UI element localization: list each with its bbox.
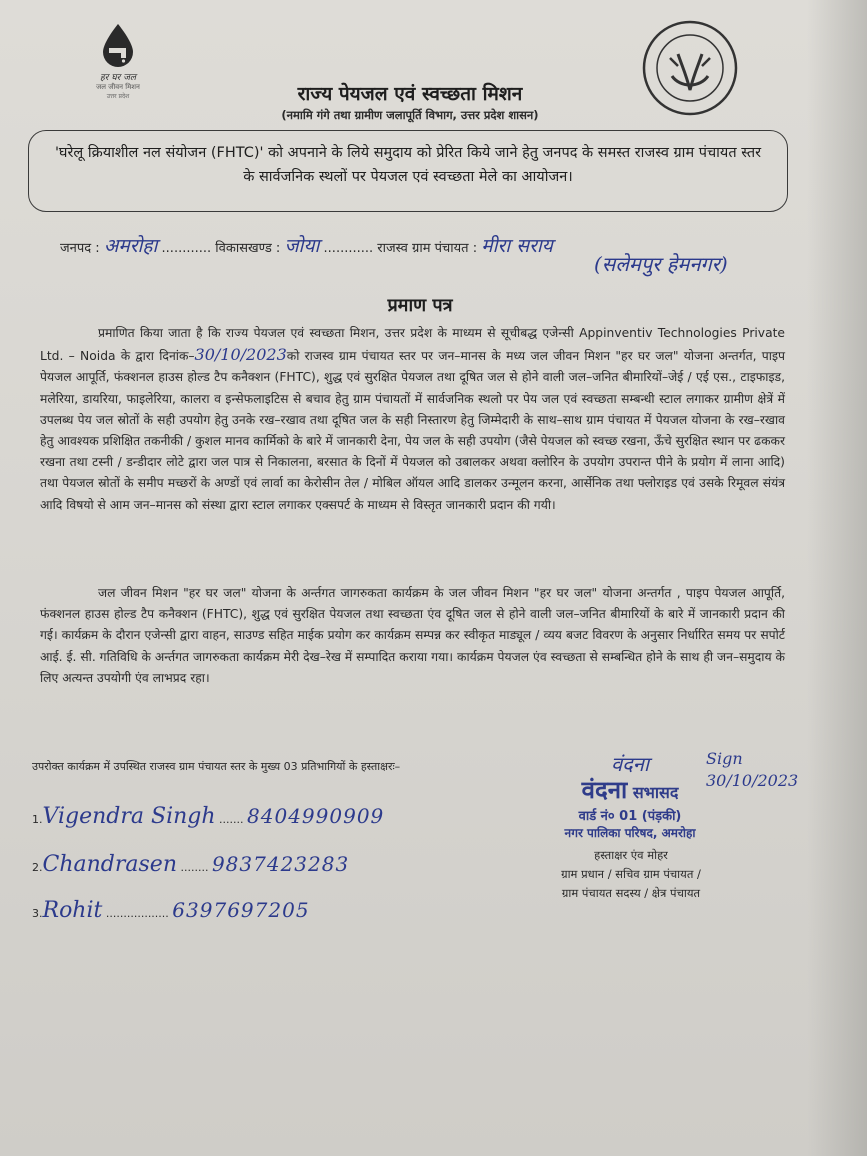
participant-num: 3. bbox=[32, 907, 43, 920]
participant-phone: 8404990909 bbox=[247, 804, 385, 828]
district-value: अमरोहा bbox=[103, 235, 158, 257]
participant-row: 2.Chandrasen ........ 9837423283 bbox=[32, 852, 350, 877]
stamp-org: नगर पालिका परिषद, अमरोहा bbox=[564, 826, 696, 840]
location-fields: जनपद : अमरोहा ............ विकासखण्ड : जोया ............ राजस्व ग्राम पंचायत : मीरा सराय bbox=[60, 235, 553, 257]
participant-row: 1.Vigendra Singh ....... 8404990909 bbox=[32, 804, 385, 829]
stamp-title: सभासद bbox=[632, 783, 679, 802]
participant-num: 2. bbox=[32, 861, 43, 874]
header-subtitle: (नमामि गंगे तथा ग्रामीण जलापूर्ति विभाग, उत्तर प्रदेश शासन) bbox=[281, 108, 539, 122]
signatory-line3: ग्राम पंचायत सदस्य / क्षेत्र पंचायत bbox=[561, 886, 701, 900]
para1-text-b: को राजस्व ग्राम पंचायत स्तर पर जन–मानस के मध्य जल जीवन मिशन "हर घर जल" योजना अन्तर्गत, पाइप पेयजल आपूर्ति, फंक्शनल हाउस होल्ड टैप कनैक्शन (FHTC), शुद्ध एवं सुरक्षित पेयजल तथा दूषित जल से होने वाली जल–जनित बीमारियों–जेई / एई एस., टाइफाइड, मलेरिया, डायरिया, फाइलेरिया, कालरा व इन्सेफलाइटिस से बचाव हेतु ग्राम पंचायतों में सार्वजनिक स्थलो पर पेय जल एवं स्वच्छता सम्बन्धी स्टाल लगाकर ग्रामीण क्षेत्रें में उपलब्ध पेय जल स्रोतों के सही उपयोग हेतु उनके रख–रखाव तथा दूषित जल के सही निस्तारण हेतु जिम्मेदारी के साथ–साथ ग्राम पंचायत में पेयजल योजना के रख–रखाव हेतु आवश्यक प्रशिक्षित तकनीकी / कुशल मानव कार्मिको के बारे में जानकारी देना, पेय जल के सही उपयोग (जैसे पेयजल को स्वच्छ रखना, ऊँचे सुरक्षित स्थान पर ढककर रखना तथा टस्नी / डन्डीदार लोटे द्वारा जल पात्र से निकालना, बरसात के दिनों में पेयजल को उबालकर अथवा क्लोरिन के उपयोग उपरान्त पीने के प्रयोग में लाना आदि) तथा पेयजल स्रोतों के समीप मच्छरों के अण्डों एवं लार्वा का केरोसीन तेल / मोबिल ऑयल आदि डालकर उन्मूलन करना, आर्सेनिक तथा फ्लोराइड एवं उसके रिमूवल संयंत्र आदि विषयो से आम जन–मानस को संस्था द्वारा स्टाल लगाकर एक्सपर्ट के माध्यम से विस्तृत जानकारी प्रदान की गयी। bbox=[40, 349, 785, 512]
stamp-name: वंदना bbox=[581, 776, 628, 804]
panchayat-value-line2: (सलेमपुर हेमनगर) bbox=[594, 252, 728, 276]
participants-label: उपरोक्त कार्यक्रम में उपस्थित राजस्व ग्राम पंचायत स्तर के मुख्य 03 प्रतिभागियों के हस्ताक्षरः– bbox=[32, 760, 401, 773]
participant-name: Vigendra Singh bbox=[42, 804, 216, 829]
participant-name: Chandrasen bbox=[42, 852, 177, 877]
signature-mark: Sign bbox=[706, 749, 743, 768]
logo-text-line1: हर घर जल bbox=[100, 73, 136, 83]
event-banner bbox=[28, 130, 788, 212]
block-value: जोया bbox=[284, 235, 320, 257]
logo-text-line3: उत्तर प्रदेश bbox=[106, 93, 130, 100]
participant-phone: 9837423283 bbox=[211, 852, 350, 876]
district-label: जनपद : bbox=[60, 241, 100, 256]
participant-phone: 6397697205 bbox=[172, 898, 310, 922]
participant-num: 1. bbox=[32, 813, 43, 826]
para1-text-a: प्रमाणित किया जाता है कि राज्य पेयजल एवं स्वच्छता मिशन, उत्तर प्रदेश के माध्यम से सूचीबद्ध एजेन्सी Appinventiv Technologies Private Ltd. – Noida के द्वारा दिनांक– bbox=[40, 326, 785, 364]
panchayat-label: राजस्व ग्राम पंचायत : bbox=[377, 241, 478, 256]
block-label: विकासखण्ड : bbox=[215, 241, 281, 256]
stamp-ward: वार्ड नं० 01 (पंड़की) bbox=[578, 809, 682, 824]
participant-name: Rohit bbox=[42, 898, 103, 923]
banner-text: 'घरेलू क्रियाशील नल संयोजन (FHTC)' को अपनाने के लिये समुदाय को प्रेरित किये जाने हेतु जनपद के समस्त राजस्व ग्राम पंचायत स्तर के सार्वजनिक स्थलों पर पेयजल एवं स्वच्छता मेले का आयोजन। bbox=[54, 145, 762, 185]
participant-row: 3.Rohit .................. 6397697205 bbox=[32, 898, 310, 923]
certificate-title: प्रमाण पत्र bbox=[387, 295, 453, 316]
logo-text-line2: जल जीवन मिशन bbox=[96, 83, 140, 91]
up-govt-emblem bbox=[640, 18, 740, 118]
stamp-handwritten-signature: वंदना bbox=[610, 752, 650, 776]
signature-date-value: 30/10/2023 bbox=[706, 771, 799, 790]
panchayat-value: मीरा सराय bbox=[481, 235, 553, 257]
certificate-paragraph-1 bbox=[40, 323, 785, 516]
signatory-line1: हस्ताक्षर एंव मोहर bbox=[594, 848, 668, 862]
signatory-line2: ग्राम प्रधान / सचिव ग्राम पंचायत / bbox=[561, 867, 701, 881]
event-date: 30/10/2023 bbox=[194, 345, 287, 365]
signature-date bbox=[706, 748, 798, 792]
header-title: राज्य पेयजल एवं स्वच्छता मिशन bbox=[297, 83, 523, 105]
water-drop-tap-icon bbox=[95, 22, 141, 68]
certificate-paragraph-2: जल जीवन मिशन "हर घर जल" योजना के अर्न्तगत जागरुकता कार्यक्रम के जल जीवन मिशन "हर घर जल" योजना अन्तर्गत , पाइप पेयजल आपूर्ति, फंक्शनल हाउस होल्ड टैप कनैक्शन (FHTC), शुद्ध एवं सुरक्षित पेयजल तथा स्वच्छता एंव दूषित जल से होने वाली जल–जनित बीमारियों के बारे में जानकारी प्रदान की गई। कार्यक्रम के दौरान एजेन्सी द्वारा वाहन, साउण्ड सहित माईक प्रयोग कर कार्यक्रम सम्पन्न कर स्वीकृत माड्यूल / व्यय बजट विवरण के अनुसार निर्धारित समय पर सपोर्ट आई. ई. सी. गतिविधि के अर्न्तगत जागरुकता कार्यक्रम मेरी देख–रेख में सम्पादित कराया गया। कार्यक्रम पेयजल एंव स्वच्छता से सम्बन्धित होने के साथ ही जन–समुदाय के लिए अत्यन्त उपयोगी एंव लाभप्रद रहा। bbox=[40, 586, 785, 685]
signatory-block bbox=[515, 846, 747, 903]
page-shadow bbox=[807, 0, 867, 1156]
har-ghar-jal-logo bbox=[78, 22, 158, 100]
up-govt-emblem-icon bbox=[640, 18, 740, 118]
